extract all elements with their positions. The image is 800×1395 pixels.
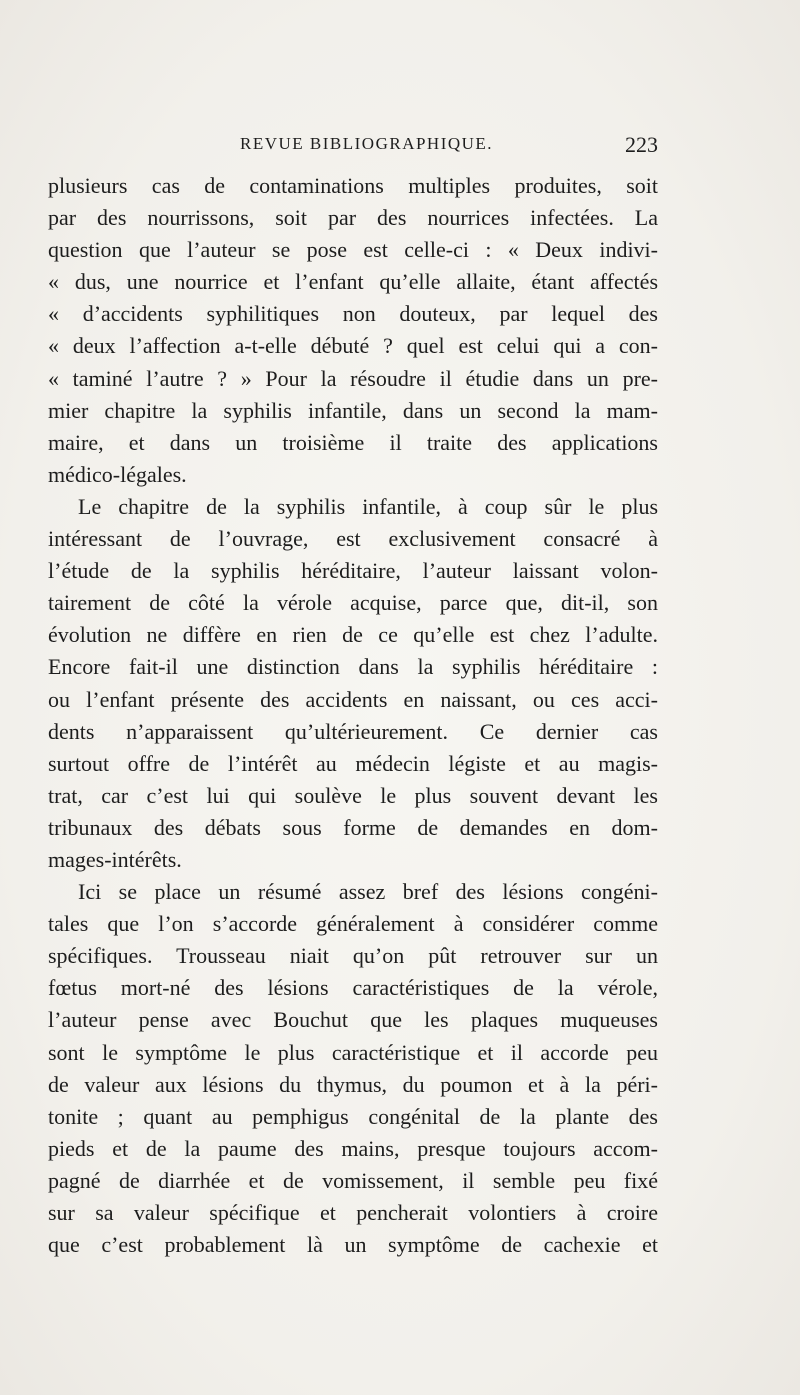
text-line: « dus, une nourrice et l’enfant qu’elle allaite, étant affectés xyxy=(48,269,658,295)
text-line: sur sa valeur spécifique et pencherait volontiers à croire xyxy=(48,1200,658,1225)
text-line: que c’est probablement là un symptôme de cachexie et xyxy=(48,1232,658,1258)
text-line: tales que l’on s’accorde généralement à considérer comme xyxy=(48,911,658,937)
text-line: Ici se place un résumé assez bref des lésions congéni- xyxy=(78,879,658,905)
text-line: mier chapitre la syphilis infantile, dans un second la mam- xyxy=(48,397,658,423)
body-text xyxy=(48,170,658,1261)
running-title: REVUE BIBLIOGRAPHIQUE. xyxy=(240,134,494,153)
text-line: Encore fait-il une distinction dans la syphilis héréditaire : xyxy=(48,654,658,680)
text-line: surtout offre de l’intérêt au médecin légiste et au magis- xyxy=(48,750,658,776)
text-line: mages-intérêts. xyxy=(48,846,182,872)
text-line: spécifiques. Trousseau niait qu’on pût retrouver sur un xyxy=(48,943,658,969)
text-line: Le chapitre de la syphilis infantile, à coup sûr le plus xyxy=(78,493,658,519)
text-line: « d’accidents syphilitiques non douteux, par lequel des xyxy=(48,301,658,327)
text-line: « taminé l’autre ? » Pour la résoudre il étudie dans un pre- xyxy=(48,365,658,391)
text-line: dents n’apparaissent qu’ultérieurement. Ce dernier cas xyxy=(48,718,658,744)
text-line: trat, car c’est lui qui soulève le plus souvent devant les xyxy=(48,782,658,808)
text-line: plusieurs cas de contaminations multiples produites, soit xyxy=(48,173,658,198)
text-line: l’auteur pense avec Bouchut que les plaques muqueuses xyxy=(48,1007,658,1033)
text-line: tairement de côté la vérole acquise, parce que, dit-il, son xyxy=(48,590,658,616)
text-line: fœtus mort-né des lésions caractéristiques de la vérole, xyxy=(48,975,658,1001)
text-line: de valeur aux lésions du thymus, du poumon et à la péri- xyxy=(48,1071,658,1097)
text-line: pieds et de la paume des mains, presque toujours accom- xyxy=(48,1135,658,1161)
text-line: « deux l’affection a-t-elle débuté ? quel est celui qui a con- xyxy=(48,333,658,359)
running-head xyxy=(48,132,658,160)
text-line: tribunaux des débats sous forme de demandes en dom- xyxy=(48,814,658,840)
text-line: tonite ; quant au pemphigus congénital de la plante des xyxy=(48,1103,658,1129)
text-line: question que l’auteur se pose est celle-ci : « Deux indivi- xyxy=(48,237,658,263)
text-line: sont le symptôme le plus caractéristique et il accorde peu xyxy=(48,1039,658,1065)
text-line: maire, et dans un troisième il traite des applications xyxy=(48,429,658,455)
page-number: 223 xyxy=(625,132,658,157)
text-line: l’étude de la syphilis héréditaire, l’auteur laissant volon- xyxy=(48,558,658,584)
text-line: évolution ne diffère en rien de ce qu’elle est chez l’adulte. xyxy=(48,622,658,648)
text-line: ou l’enfant présente des accidents en naissant, ou ces acci- xyxy=(48,686,658,712)
text-line: par des nourrissons, soit par des nourrices infectées. La xyxy=(48,205,658,231)
text-line: médico-légales. xyxy=(48,461,187,487)
text-line: pagné de diarrhée et de vomissement, il semble peu fixé xyxy=(48,1167,658,1193)
text-line: intéressant de l’ouvrage, est exclusivement consacré à xyxy=(48,526,658,552)
